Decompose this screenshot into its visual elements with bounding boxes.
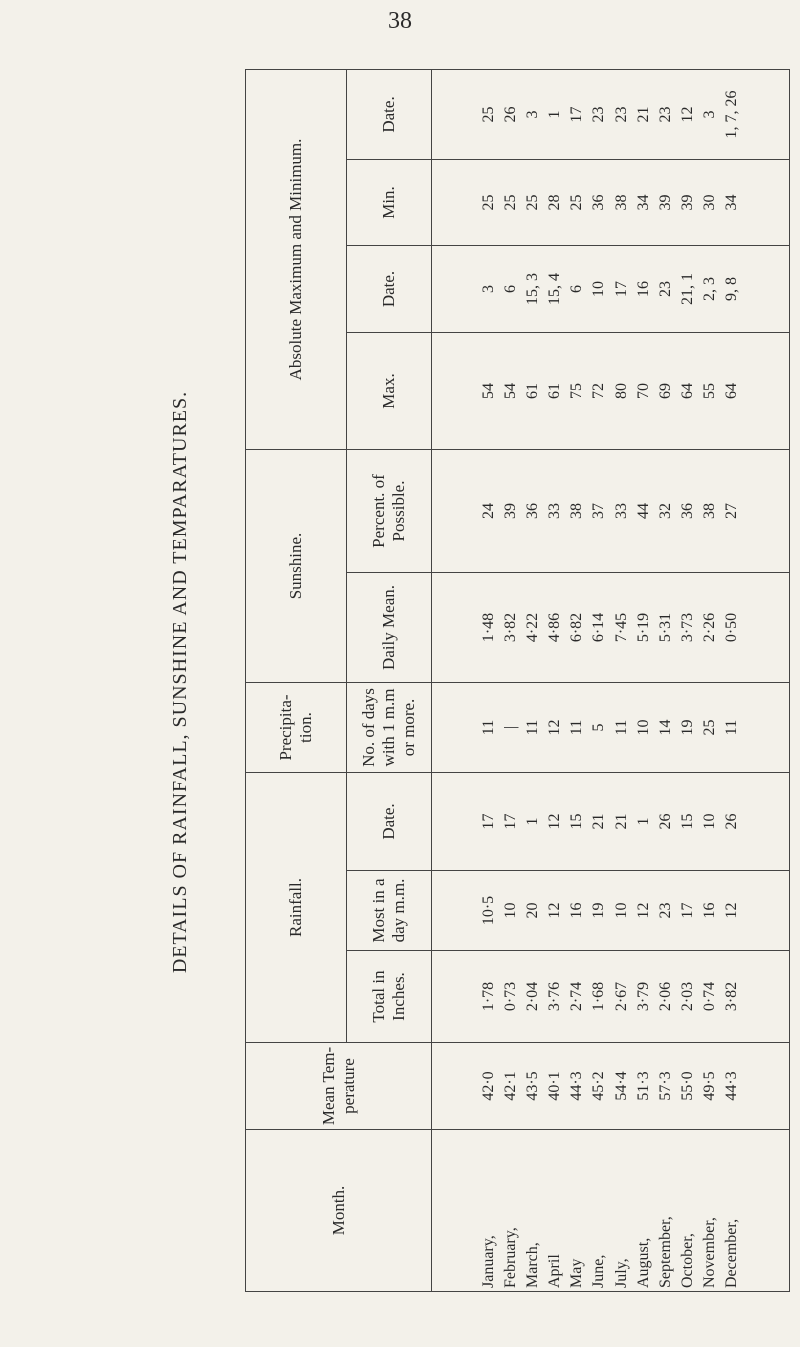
most-in-day-value: 12 <box>634 902 652 919</box>
sun-daily-value: 6·14 <box>590 612 608 643</box>
days-1mm-value: 12 <box>546 719 564 736</box>
values-row <box>432 69 790 1291</box>
most-in-day-value: 17 <box>678 902 696 919</box>
header-max: Max. <box>347 332 432 449</box>
min-date-value: 26 <box>502 106 520 123</box>
mean-temp-value: 42·1 <box>502 1071 520 1101</box>
mean-temp-value: 45·2 <box>590 1071 608 1101</box>
days-1mm-value: 11 <box>479 719 497 736</box>
mean-temp-value: 54·4 <box>612 1071 630 1101</box>
month-value: July, <box>612 1258 630 1288</box>
month-value: March, <box>524 1242 542 1288</box>
month-cell <box>432 1130 790 1292</box>
min-date-value: 1, 7, 26 <box>722 90 740 139</box>
max-date-value: 3 <box>479 284 497 293</box>
max-value: 54 <box>479 382 497 399</box>
most-in-day-value: 19 <box>590 902 608 919</box>
min-date-cell <box>432 69 790 159</box>
min-date-value: 23 <box>590 106 608 123</box>
max-value: 64 <box>678 382 696 399</box>
sunshine-percent-list <box>478 453 743 569</box>
header-group-precipitation: Precipita-tion. <box>246 682 347 772</box>
min-date-value: 3 <box>700 110 718 119</box>
header-month: Month. <box>246 1130 432 1292</box>
days-1mm-value: 11 <box>612 719 630 736</box>
min-date-value: 1 <box>546 110 564 119</box>
max-date-value: 9, 8 <box>722 276 740 301</box>
sun-percent-value: 27 <box>722 502 740 519</box>
max-date-value: 15, 4 <box>546 272 564 305</box>
rain-date-value: 17 <box>502 813 520 830</box>
rain-date-value: 26 <box>722 813 740 830</box>
sun-percent-value: 36 <box>524 502 542 519</box>
rain-date-cell <box>432 772 790 870</box>
sun-percent-value: 37 <box>590 502 608 519</box>
rotated-table-frame <box>245 70 790 1292</box>
max-cell <box>432 332 790 449</box>
min-value: 25 <box>502 194 520 211</box>
total-inches-value: 2·04 <box>524 981 542 1012</box>
max-value: 54 <box>502 382 520 399</box>
mean-temperature-cell <box>432 1043 790 1130</box>
header-days-1mm: No. of days with 1 m.m or more. <box>347 682 432 772</box>
rain-date-value: 1 <box>524 817 542 826</box>
total-inches-value: 1·78 <box>479 981 497 1012</box>
mean-temp-value: 57·3 <box>656 1071 674 1101</box>
mean-temperature-list <box>478 1046 743 1126</box>
most-in-day-value: 16 <box>700 902 718 919</box>
max-date-value: 16 <box>634 280 652 297</box>
month-value: January, <box>479 1235 497 1288</box>
days-1mm-cell <box>432 682 790 772</box>
most-in-day-value: 10·5 <box>479 895 497 926</box>
rain-date-value: 15 <box>678 813 696 830</box>
sun-daily-value: 4·22 <box>524 612 542 643</box>
sunshine-percent-cell <box>432 449 790 572</box>
days-1mm-value: 11 <box>524 719 542 736</box>
max-date-value: 17 <box>612 280 630 297</box>
header-max-date: Date. <box>347 245 432 332</box>
max-date-value: 6 <box>502 284 520 293</box>
max-value: 64 <box>722 382 740 399</box>
sun-percent-value: 24 <box>479 502 497 519</box>
max-value: 75 <box>568 382 586 399</box>
max-value: 80 <box>612 382 630 399</box>
min-date-value: 12 <box>678 106 696 123</box>
total-inches-value: 3·82 <box>722 981 740 1012</box>
most-in-day-list <box>478 874 743 947</box>
total-inches-value: 2·74 <box>568 981 586 1012</box>
mean-temp-value: 51·3 <box>634 1071 652 1101</box>
month-list <box>478 1133 743 1288</box>
sun-daily-value: 3·82 <box>502 612 520 643</box>
total-inches-list <box>478 954 743 1039</box>
month-value: August, <box>634 1237 652 1288</box>
days-1mm-value: 19 <box>678 719 696 736</box>
min-value: 36 <box>590 194 608 211</box>
max-date-list <box>478 249 743 329</box>
month-value: May <box>568 1258 586 1288</box>
sun-percent-value: 32 <box>656 502 674 519</box>
total-inches-value: 2·06 <box>656 981 674 1012</box>
max-date-value: 21, 1 <box>678 272 696 305</box>
max-date-value: 6 <box>568 284 586 293</box>
days-1mm-value: 25 <box>700 719 718 736</box>
sun-daily-value: 1·48 <box>479 612 497 643</box>
sun-percent-value: 38 <box>700 502 718 519</box>
total-inches-value: 0·74 <box>700 981 718 1012</box>
sun-percent-value: 38 <box>568 502 586 519</box>
most-in-day-value: 12 <box>722 902 740 919</box>
max-value: 70 <box>634 382 652 399</box>
rain-date-value: 21 <box>612 813 630 830</box>
month-value: September, <box>656 1216 674 1288</box>
total-inches-value: 1·68 <box>590 981 608 1012</box>
days-1mm-value: 5 <box>590 723 608 732</box>
min-date-value: 3 <box>524 110 542 119</box>
min-value: 30 <box>700 194 718 211</box>
max-list <box>478 336 743 446</box>
header-group-row <box>246 69 347 1291</box>
mean-temp-value: 55·0 <box>678 1071 696 1101</box>
min-date-value: 23 <box>656 106 674 123</box>
min-value: 25 <box>568 194 586 211</box>
most-in-day-value: 23 <box>656 902 674 919</box>
most-in-day-value: 12 <box>546 902 564 919</box>
sun-daily-value: 5·19 <box>634 612 652 643</box>
mean-temp-value: 40·1 <box>546 1071 564 1101</box>
rain-date-value: 15 <box>568 813 586 830</box>
max-date-value: 10 <box>590 280 608 297</box>
min-list <box>478 163 743 242</box>
min-date-value: 17 <box>568 106 586 123</box>
sun-daily-value: 5·31 <box>656 612 674 643</box>
sun-percent-value: 39 <box>502 502 520 519</box>
rain-date-value: 17 <box>479 813 497 830</box>
days-1mm-value: 10 <box>634 719 652 736</box>
rain-date-value: 26 <box>656 813 674 830</box>
header-sunshine-daily: Daily Mean. <box>347 572 432 682</box>
max-value: 69 <box>656 382 674 399</box>
sun-daily-value: 6·82 <box>568 612 586 643</box>
header-most-in-day: Most in a day m.m. <box>347 871 432 951</box>
mean-temp-value: 44·3 <box>722 1071 740 1101</box>
max-date-value: 23 <box>656 280 674 297</box>
most-in-day-value: 16 <box>568 902 586 919</box>
days-1mm-value: 14 <box>656 719 674 736</box>
most-in-day-value: 10 <box>502 902 520 919</box>
max-value: 61 <box>546 382 564 399</box>
sun-percent-value: 33 <box>612 502 630 519</box>
header-total-inches: Total in Inches. <box>347 951 432 1043</box>
min-value: 38 <box>612 194 630 211</box>
min-value: 25 <box>479 194 497 211</box>
total-inches-cell <box>432 951 790 1043</box>
days-1mm-list <box>478 686 743 769</box>
header-group-absolute: Absolute Maximum and Minimum. <box>246 69 347 449</box>
header-min: Min. <box>347 159 432 245</box>
min-value: 28 <box>546 194 564 211</box>
sun-daily-value: 4·86 <box>546 612 564 643</box>
min-value: 34 <box>722 194 740 211</box>
days-1mm-value: 11 <box>722 719 740 736</box>
min-date-value: 23 <box>612 106 630 123</box>
rain-date-value: 1 <box>634 817 652 826</box>
most-in-day-cell <box>432 871 790 951</box>
max-date-value: 2, 3 <box>700 276 718 301</box>
max-value: 72 <box>590 382 608 399</box>
mean-temp-value: 42·0 <box>479 1071 497 1101</box>
sunshine-daily-cell <box>432 572 790 682</box>
min-value: 39 <box>678 194 696 211</box>
total-inches-value: 0·73 <box>502 981 520 1012</box>
month-value: April <box>546 1254 564 1288</box>
rain-date-value: 12 <box>546 813 564 830</box>
mean-temp-value: 44·3 <box>568 1071 586 1101</box>
sun-daily-value: 7·45 <box>612 612 630 643</box>
header-min-date: Date. <box>347 69 432 159</box>
sun-percent-value: 36 <box>678 502 696 519</box>
page-number: 38 <box>388 8 412 34</box>
sun-percent-value: 44 <box>634 502 652 519</box>
min-value: 39 <box>656 194 674 211</box>
sun-daily-value: 2·26 <box>700 612 718 643</box>
month-value: November, <box>700 1217 718 1288</box>
sun-percent-value: 33 <box>546 502 564 519</box>
mean-temp-value: 49·5 <box>700 1071 718 1101</box>
sunshine-daily-list <box>478 576 743 679</box>
header-group-sunshine: Sunshine. <box>246 449 347 682</box>
max-date-value: 15, 3 <box>524 272 542 305</box>
min-cell <box>432 159 790 245</box>
header-mean-temperature: Mean Tem-perature <box>246 1043 432 1130</box>
header-sunshine-percent: Percent. of Possible. <box>347 449 432 572</box>
month-value: December, <box>722 1218 740 1288</box>
max-date-cell <box>432 245 790 332</box>
days-1mm-value: | <box>502 725 520 730</box>
rain-date-list <box>478 776 743 867</box>
total-inches-value: 3·79 <box>634 981 652 1012</box>
sun-daily-value: 3·73 <box>678 612 696 643</box>
table-title: DETAILS OF RAINFALL, SUNSHINE AND TEMPARATURES. <box>169 390 191 974</box>
min-value: 34 <box>634 194 652 211</box>
month-value: October, <box>678 1233 696 1288</box>
min-date-value: 21 <box>634 106 652 123</box>
month-value: February, <box>502 1227 520 1288</box>
mean-temp-value: 43·5 <box>524 1071 542 1101</box>
most-in-day-value: 20 <box>524 902 542 919</box>
month-value: June, <box>590 1254 608 1288</box>
max-value: 55 <box>700 382 718 399</box>
min-date-list <box>478 73 743 156</box>
most-in-day-value: 10 <box>612 902 630 919</box>
total-inches-value: 2·03 <box>678 981 696 1012</box>
header-rain-date: Date. <box>347 772 432 870</box>
rain-date-value: 21 <box>590 813 608 830</box>
max-value: 61 <box>524 382 542 399</box>
sun-daily-value: 0·50 <box>722 612 740 643</box>
days-1mm-value: 11 <box>568 719 586 736</box>
weather-table <box>245 69 790 1292</box>
total-inches-value: 2·67 <box>612 981 630 1012</box>
total-inches-value: 3·76 <box>546 981 564 1012</box>
rain-date-value: 10 <box>700 813 718 830</box>
min-value: 25 <box>524 194 542 211</box>
min-date-value: 25 <box>479 106 497 123</box>
header-group-rainfall: Rainfall. <box>246 772 347 1042</box>
